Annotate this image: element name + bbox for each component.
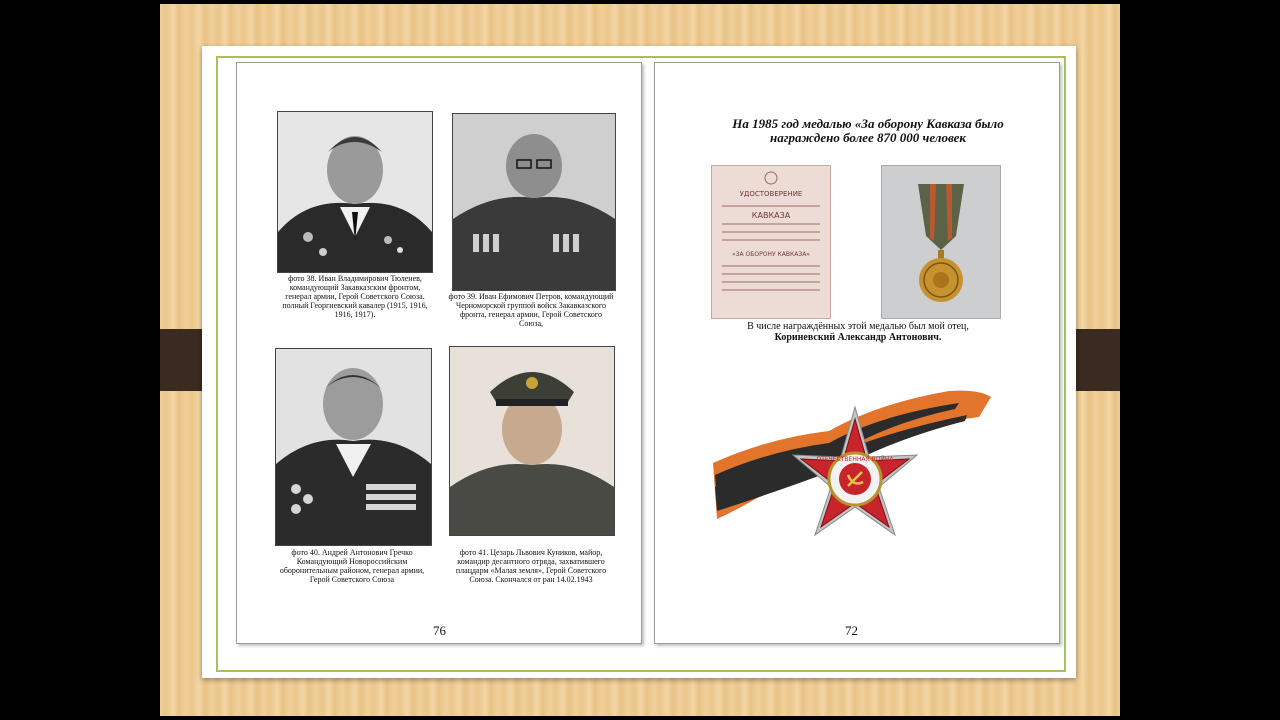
note-line-2 <box>695 332 1021 343</box>
book-page-right <box>654 62 1060 644</box>
photo-39-caption: фото 39. Иван Ефимович Петров, командующий Черноморской группой войск Закавказского фронта, генерал армии, Герой Советского Союза, <box>448 292 614 328</box>
note-line-1: В числе награждённых этой медалью был мой отец, <box>747 321 969 332</box>
page-title: На 1985 год медалью «За оборону Кавказа было награждено более 870 000 человек <box>732 116 1004 145</box>
svg-text:УДОСТОВЕРЕНИЕ: УДОСТОВЕРЕНИЕ <box>739 190 803 198</box>
order-inscription: ОТЕЧЕСТВЕННАЯ ВОЙНА <box>816 456 894 463</box>
svg-text:«ЗА ОБОРОНУ КАВКАЗА»: «ЗА ОБОРОНУ КАВКАЗА» <box>732 251 810 258</box>
photo-39-portrait <box>452 113 616 291</box>
medal-photo <box>881 165 1001 319</box>
photo-41-caption: фото 41. Цезарь Львович Куников, майор, командир десантного отряда, захватившего плацдарм «Малая земля», Герой Советского Союза. Скончался от ран 14.02.1943 <box>455 548 607 584</box>
photo-40-portrait <box>275 348 432 546</box>
order-patriotic-war-image <box>709 383 993 567</box>
page-number-right: 72 <box>845 623 858 638</box>
svg-text:КАВКАЗА: КАВКАЗА <box>751 211 791 220</box>
photo-38-portrait <box>277 111 433 273</box>
photo-41-portrait <box>449 346 615 536</box>
father-name: Кориневский Александр Антонович. <box>774 332 942 343</box>
page-number-left: 76 <box>433 623 446 638</box>
photo-38-caption: фото 38. Иван Владимирович Тюленев, командующий Закавказским фронтом, генерал армии, Герой Советского Союза. полный Георгиевский кавалер (1915, 1916, 1916, 1917). <box>282 274 428 319</box>
photo-40-caption: фото 40. Андрей Антонович Гречко Командующий Новороссийским оборонительным районом, генерал армии, Герой Советского Союза <box>279 548 425 584</box>
medal-certificate-image <box>711 165 831 319</box>
book-page-left <box>236 62 642 644</box>
